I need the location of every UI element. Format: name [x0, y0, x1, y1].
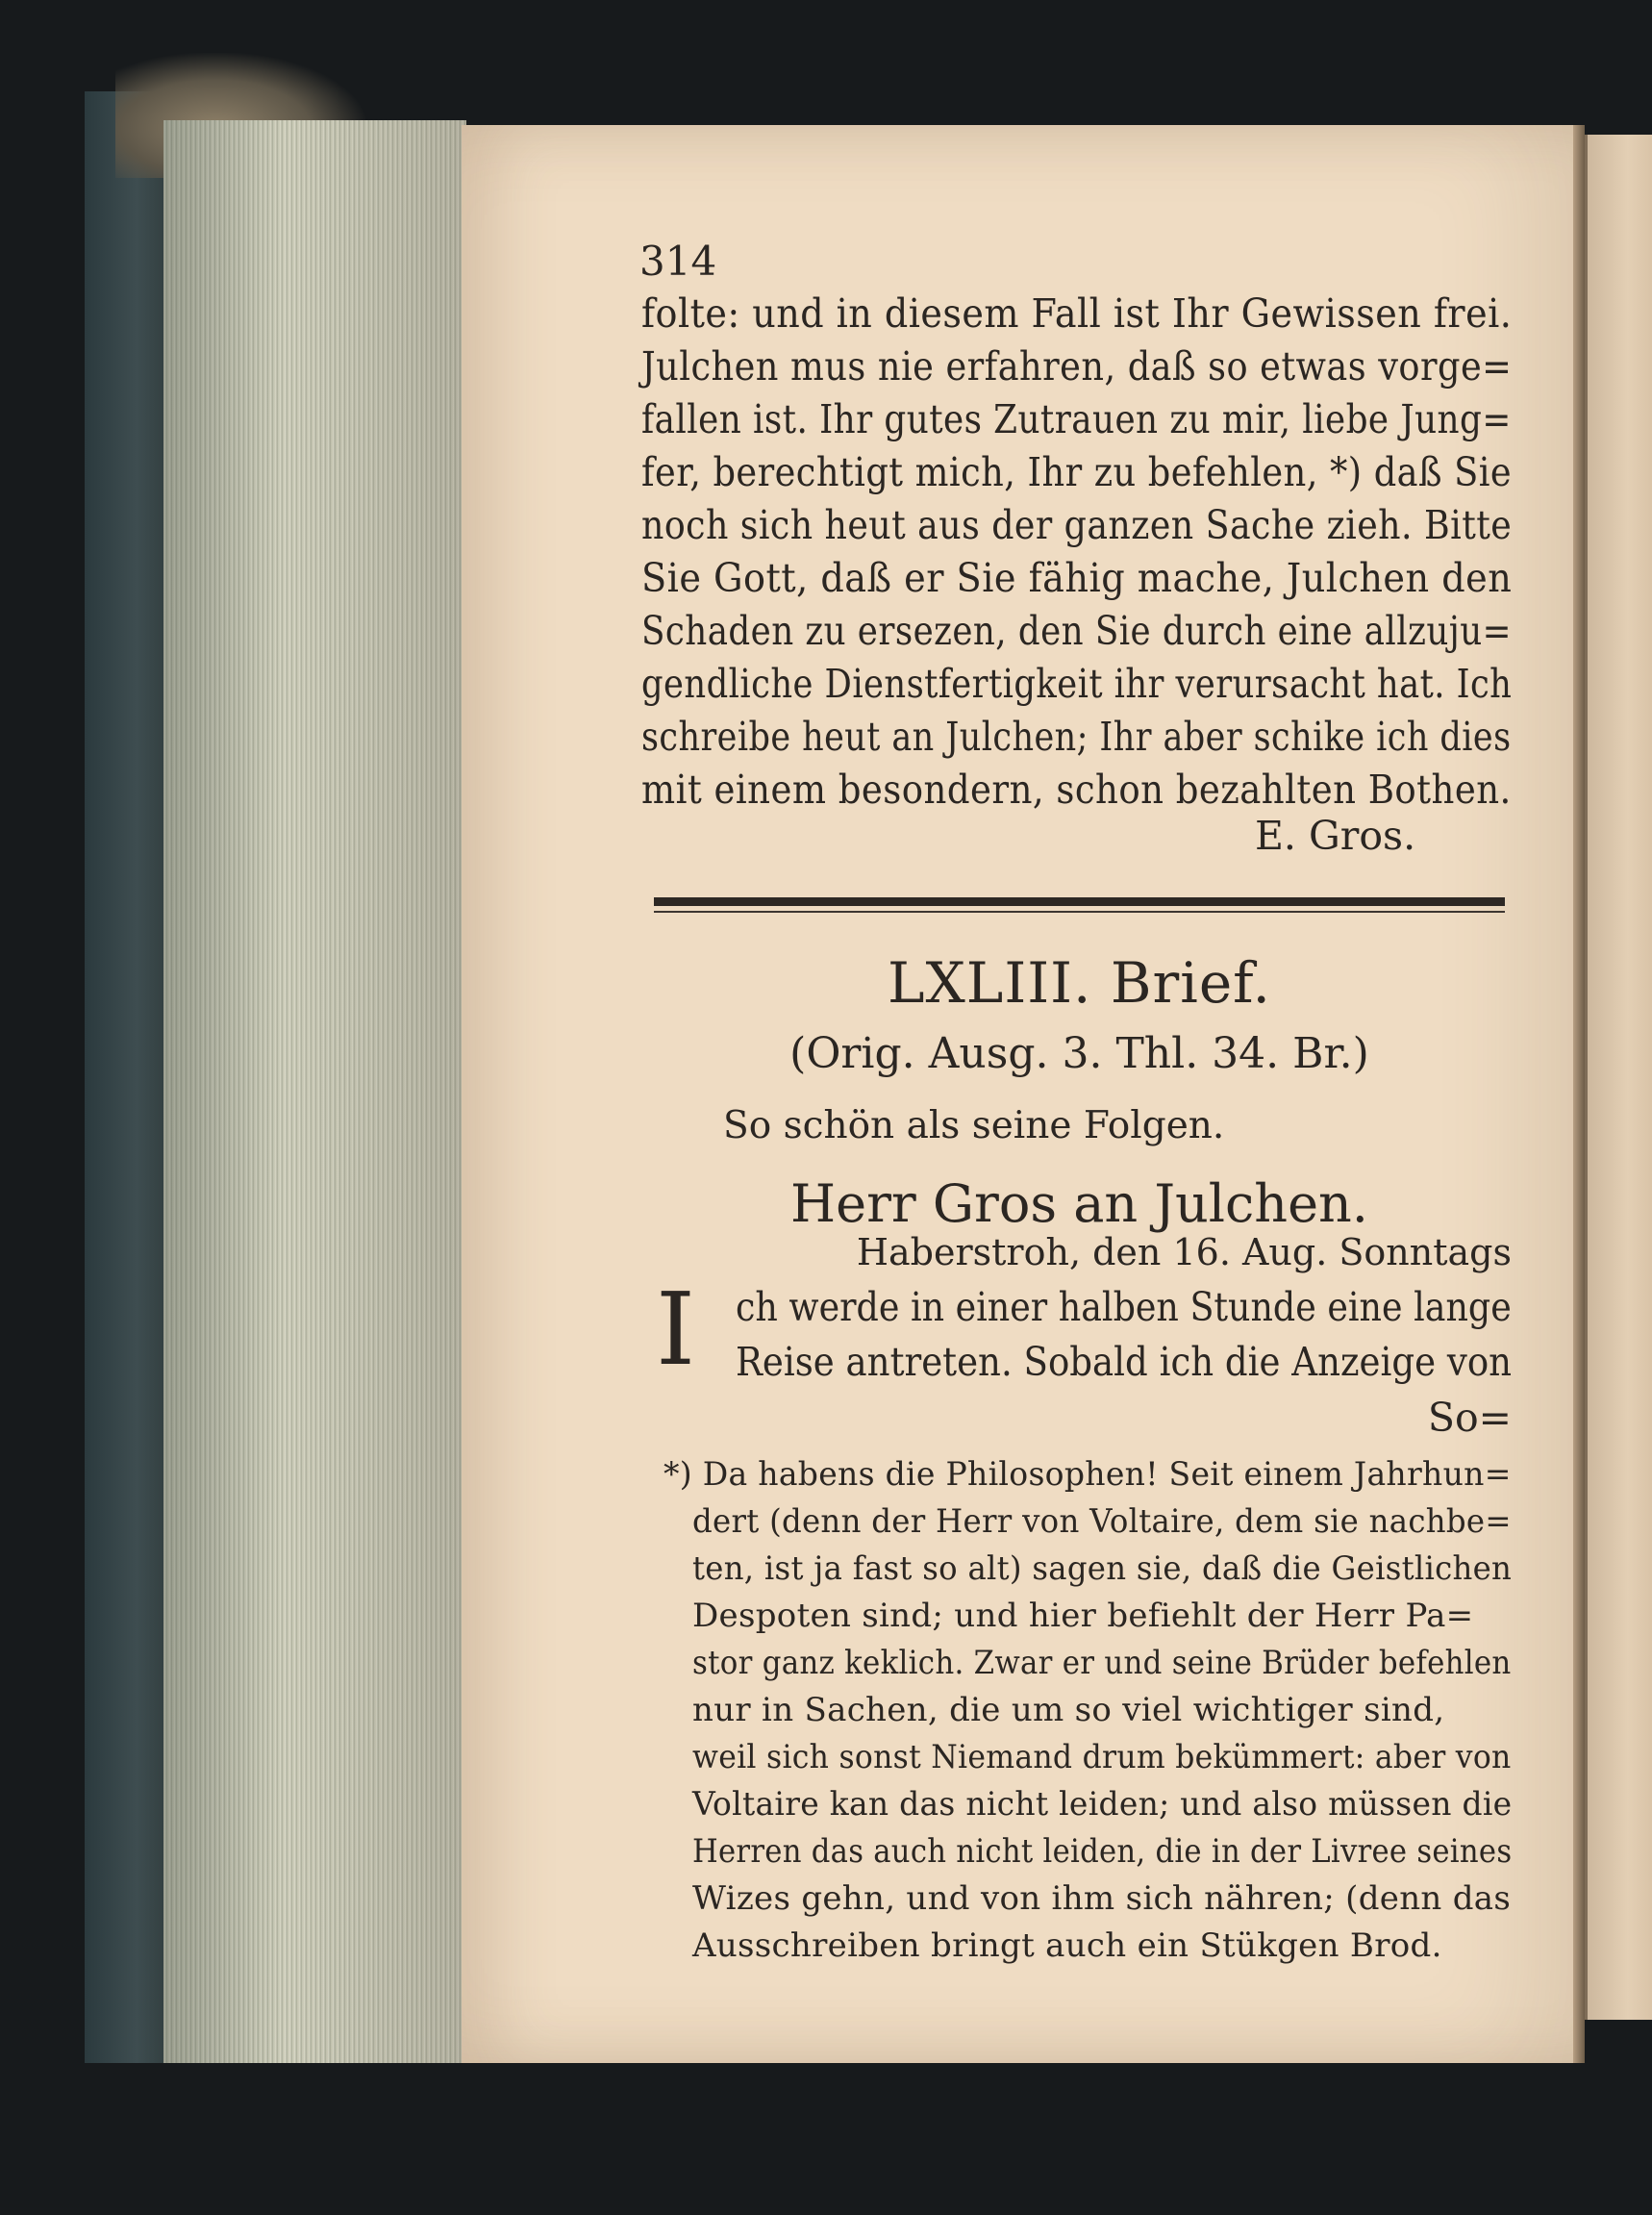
body-line: folte: und in diesem Fall ist Ihr Gewissen frei.	[641, 290, 1513, 337]
letter-line: Reise antreten. Sobald ich die Anzeige von	[736, 1339, 1513, 1385]
footnote-line: dert (denn der Herr von Voltaire, dem sie nachbe=	[692, 1502, 1512, 1541]
letter-heading-text: LXLIII. Brief.	[888, 950, 1271, 1016]
catchword: So=	[1427, 1395, 1512, 1441]
footnote-line: Despoten sind; und hier befiehlt der Herr Pa=	[692, 1597, 1474, 1635]
original-edition-reference	[654, 1029, 1505, 1078]
salutation-text: Herr Gros an Julchen.	[790, 1173, 1368, 1234]
footnote-line: Voltaire kan das nicht leiden; und also müssen die	[692, 1785, 1513, 1824]
body-line: schreibe heut an Julchen; Ihr aber schike ich dies	[641, 714, 1512, 760]
page-block-shading	[163, 120, 466, 2063]
body-line: mit einem besondern, schon bezahlten Bothen.	[641, 767, 1512, 813]
footnote-line: nur in Sachen, die um so viel wichtiger sind,	[692, 1691, 1445, 1729]
letter-motto: So schön als seine Folgen.	[723, 1104, 1225, 1147]
body-line: Sie Gott, daß er Sie fähig mache, Julchen den	[641, 555, 1513, 601]
drop-cap-initial: I	[656, 1271, 696, 1388]
footnote-line: *) Da habens die Philosophen! Seit einem Jahrhun=	[663, 1455, 1512, 1494]
facing-page-edge	[1585, 135, 1652, 2020]
letter-heading	[654, 950, 1505, 1016]
body-line: gendliche Dienstfertigkeit ihr verursacht hat. Ich	[641, 661, 1513, 707]
signature: E. Gros.	[1255, 813, 1416, 859]
body-line: fallen ist. Ihr gutes Zutrauen zu mir, liebe Jung=	[641, 396, 1512, 442]
body-line: noch sich heut aus der ganzen Sache zieh. Bitte	[641, 502, 1513, 548]
body-line: Schaden zu ersezen, den Sie durch eine allzuju=	[641, 608, 1512, 654]
body-line: fer, berechtigt mich, Ihr zu befehlen, *) daß Sie	[641, 449, 1513, 495]
footnote-line: Ausschreiben bringt auch ein Stükgen Brod.	[692, 1926, 1442, 1965]
letter-line: ch werde in einer halben Stunde eine lange	[736, 1284, 1512, 1330]
footnote-line: stor ganz keklich. Zwar er und seine Brüder befehlen	[692, 1644, 1512, 1682]
section-divider-thick	[654, 897, 1505, 906]
footnote-line: ten, ist ja fast so alt) sagen sie, daß die Geistlichen	[692, 1549, 1513, 1588]
body-line: Julchen mus nie erfahren, daß so etwas vorge=	[641, 343, 1513, 390]
letter-place-date: Haberstroh, den 16. Aug. Sonntags	[856, 1231, 1512, 1273]
orig-ref-text: (Orig. Ausg. 3. Thl. 34. Br.)	[789, 1029, 1369, 1078]
letter-salutation	[654, 1173, 1505, 1234]
section-divider-thin	[654, 911, 1505, 913]
page-number: 314	[639, 238, 717, 285]
footnote-line: weil sich sonst Niemand drum bekümmert: aber von	[692, 1738, 1512, 1776]
page-gutter	[1573, 125, 1585, 2063]
footnote-line: Wizes gehn, und von ihm sich nähren; (denn das	[692, 1879, 1512, 1918]
footnote-line: Herren das auch nicht leiden, die in der Livree seines	[692, 1832, 1513, 1871]
